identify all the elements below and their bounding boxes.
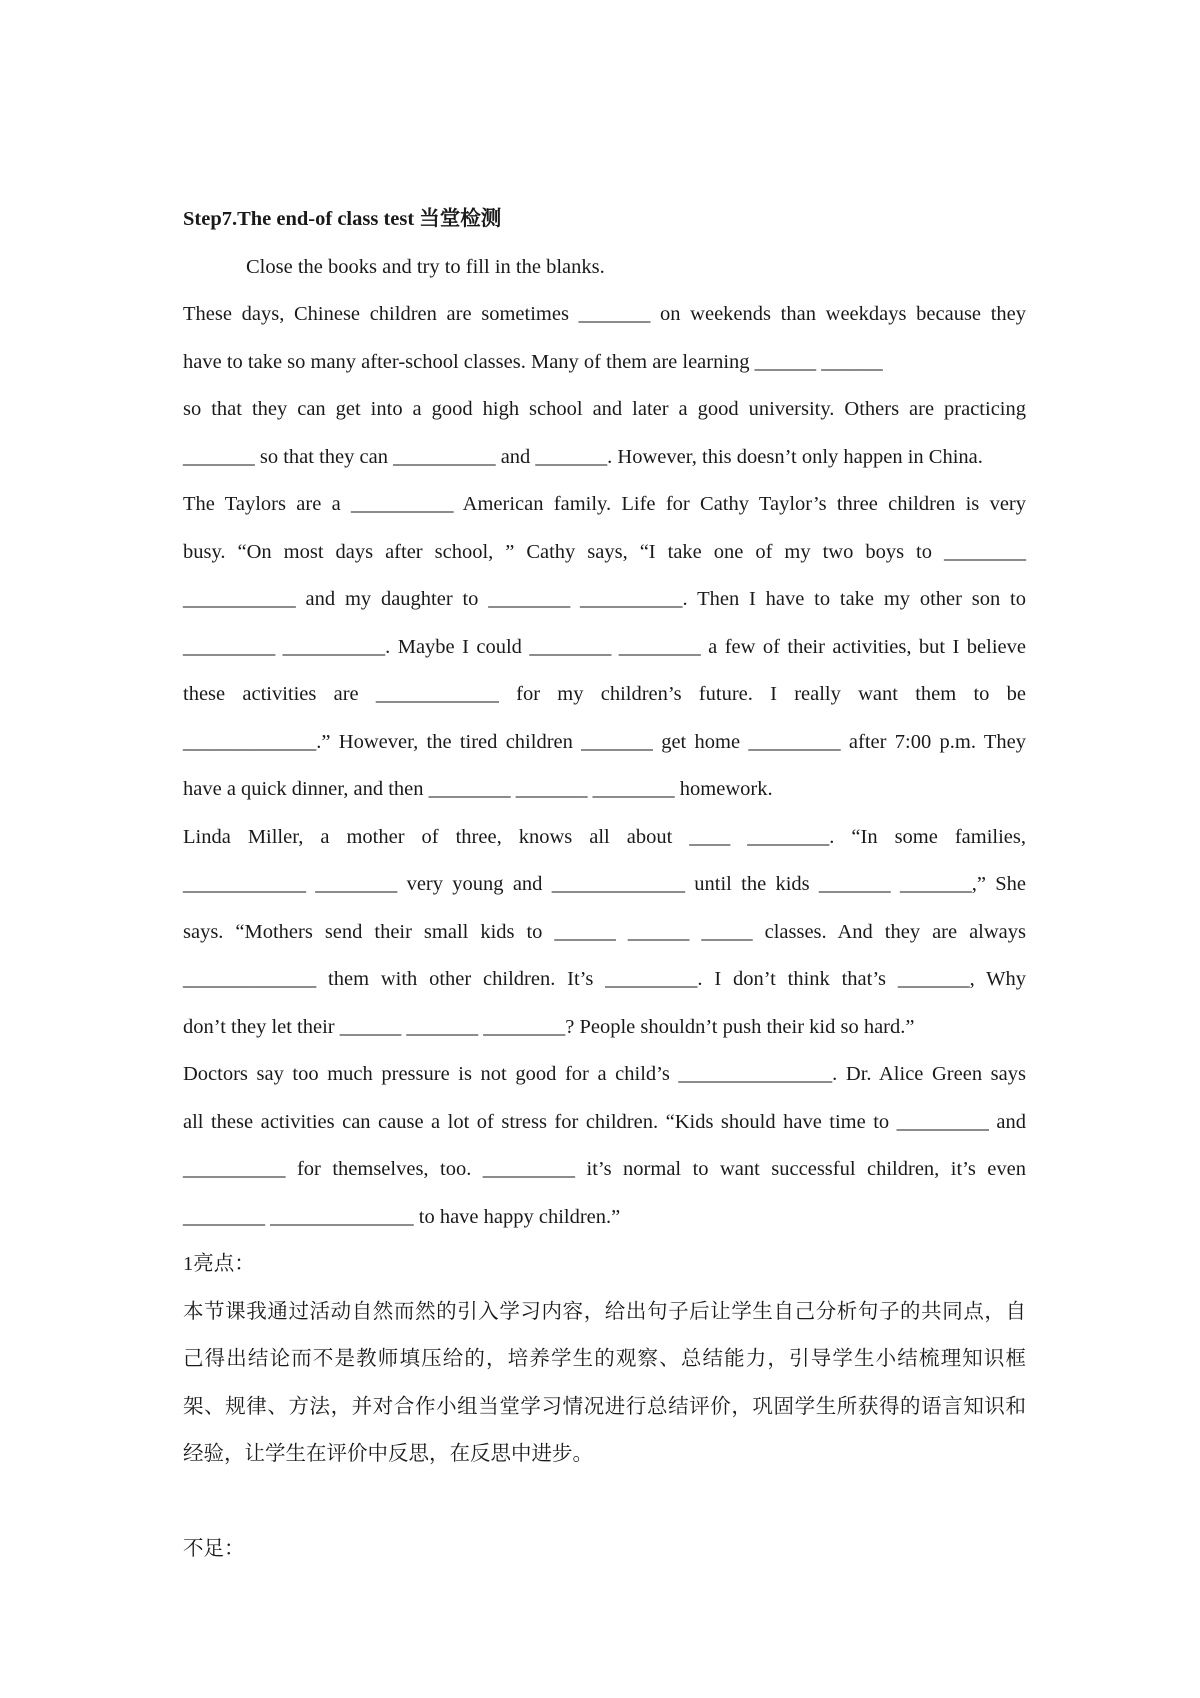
- passage-line: have to take so many after-school classes. Many of them are learning ______ ______: [183, 350, 883, 373]
- passage-line: _________ __________. Maybe I could ________ ________ a few of their activities, but I believe: [183, 635, 1026, 658]
- shortcomings-heading: 不足：: [183, 1538, 245, 1560]
- passage-line: don’t they let their ______ _______ ________? People shouldn’t push their kid so hard.”: [183, 1015, 915, 1038]
- passage-line: busy. “On most days after school, ” Cathy says, “I take one of my two boys to ________: [183, 540, 1026, 563]
- passage-line: _____________ them with other children. It’s _________. I don’t think that’s _______, Why: [183, 968, 1026, 990]
- passage-line: Doctors say too much pressure is not good for a child’s _______________. Dr. Alice Green says: [183, 1063, 1026, 1085]
- instruction: Close the books and try to fill in the blanks.: [246, 255, 605, 278]
- spacer: [183, 1479, 1026, 1527]
- passage-line: The Taylors are a __________ American family. Life for Cathy Taylor’s three children is very: [183, 493, 1026, 515]
- passage-line: _____________.” However, the tired children _______ get home _________ after 7:00 p.m. They: [183, 730, 1026, 753]
- highlights-line: 己得出结论而不是教师填压给的，培养学生的观察、总结能力，引导学生小结梳理知识框: [183, 1348, 1026, 1370]
- passage-line: ________ ______________ to have happy children.”: [183, 1205, 621, 1228]
- passage-line: says. “Mothers send their small kids to ______ ______ _____ classes. And they are always: [183, 920, 1026, 943]
- passage-line: _______ so that they can __________ and _______. However, this doesn’t only happen in China.: [183, 445, 983, 468]
- passage-line: Linda Miller, a mother of three, knows all about ____ ________. “In some families,: [183, 825, 1026, 848]
- passage-line: ____________ ________ very young and _____________ until the kids _______ _______,” She: [183, 873, 1026, 895]
- passage-line: have a quick dinner, and then ________ _______ ________ homework.: [183, 778, 773, 800]
- passage-line: these activities are ____________ for my children’s future. I really want them to be: [183, 683, 1026, 705]
- highlights-line: 架、规律、方法，并对合作小组当堂学习情况进行总结评价，巩固学生所获得的语言知识和: [183, 1395, 1026, 1418]
- highlights-line: 经验，让学生在评价中反思，在反思中进步。: [183, 1443, 593, 1465]
- highlights-heading: 1亮点：: [183, 1253, 255, 1275]
- passage-line: __________ for themselves, too. _________ it’s normal to want successful children, it’s even: [183, 1158, 1026, 1180]
- highlights-line: 本节课我通过活动自然而然的引入学习内容，给出句子后让学生自己分析句子的共同点，自: [183, 1300, 1026, 1323]
- passage-line: all these activities can cause a lot of stress for children. “Kids should have time to _________ and: [183, 1110, 1026, 1133]
- passage-line: so that they can get into a good high school and later a good university. Others are practicing: [183, 398, 1026, 420]
- passage-line: ___________ and my daughter to ________ __________. Then I have to take my other son to: [183, 588, 1026, 610]
- document-content: [183, 196, 1026, 1574]
- section-title: Step7.The end-of class test 当堂检测: [183, 208, 502, 230]
- passage-line: These days, Chinese children are sometimes _______ on weekends than weekdays because they: [183, 303, 1026, 325]
